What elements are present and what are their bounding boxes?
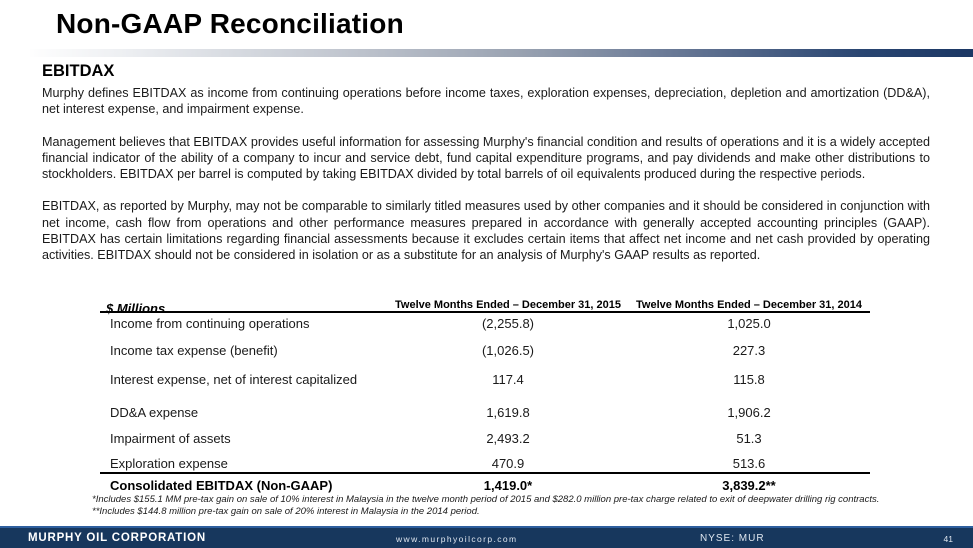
row-value-2014: 1,906.2 [727,405,771,420]
row-label: Income from continuing operations [110,316,310,331]
row-value-2014: 115.8 [733,372,765,387]
footer-bar [0,526,973,548]
footnote-1: *Includes $155.1 MM pre-tax gain on sale of 10% interest in Malaysia in the twelve month period of 2015 and $282.0 million pre-tax charge related to exit of deepwater drilling rig contracts. [92,494,880,505]
row-value-2014: 51.3 [736,431,762,446]
table-row [100,432,870,457]
footnotes [92,494,972,517]
row-value-2015: 470.9 [491,456,525,471]
units-label: $ Millions [106,301,166,316]
table-row [100,457,870,472]
table-header-row [100,281,870,316]
section-heading: EBITDAX [42,62,115,80]
row-label: Income tax expense (benefit) [110,343,278,358]
column-header-2014: Twelve Months Ended – December 31, 2014 [636,299,862,311]
table-row [100,344,870,373]
row-label: Exploration expense [110,456,228,471]
reconciliation-table [100,281,870,493]
paragraph-limitations: EBITDAX, as reported by Murphy, may not be comparable to similarly titled measures used by other companies and it should be considered in conjunction with net income, cash flow from operations and other performance measures prepared in accordance with generally accepted accounting principles (GAAP). EBITDAX has certain limitations regarding financial assessments because it excludes certain items that affect net income and net cash provided by operating activities. EBITDAX should not be considered in isolation or as a substitute for an analysis of Murphy's GAAP results as reported. [42,199,930,263]
column-header-2015: Twelve Months Ended – December 31, 2015 [395,299,621,311]
row-value-2014: 227.3 [732,343,766,358]
table-total-row [100,474,870,493]
row-value-2014: 1,025.0 [727,316,771,331]
row-value-2014: 513.6 [732,456,766,471]
paragraph-definition: Murphy defines EBITDAX as income from continuing operations before income taxes, exploration expenses, depreciation, depletion and amortization (DD&A), net interest expense, and impairment expense. [42,86,930,117]
slide-title: Non-GAAP Reconciliation [56,8,404,39]
row-label: Interest expense, net of interest capitalized [110,372,358,387]
table-row [100,373,870,406]
row-value-2015: 117.4 [492,372,524,387]
table-row [100,406,870,432]
row-value-2015: (2,255.8) [481,316,535,331]
footer-ticker: NYSE: MUR [700,533,765,544]
row-value-2015: 1,619.8 [486,405,530,420]
row-label: DD&A expense [110,405,199,420]
table-body [100,317,870,493]
total-value-2014: 3,839.2** [722,478,776,493]
body-content [42,62,930,264]
footnote-2: **Includes $144.8 million pre-tax gain on sale of 20% interest in Malaysia in the 2014 period. [92,505,480,517]
table-row [100,317,870,344]
paragraph-management-belief: Management believes that EBITDAX provides useful information for assessing Murphy's financial condition and results of operations and it is a widely accepted financial indicator of the ability of a company to incur and service debt, fund capital expenditure programs, and pay dividends and make other distributions to stockholders. EBITDAX per barrel is computed by taking EBITDAX divided by total barrels of oil equivalents produced during the respective periods. [42,134,930,182]
row-value-2015: 2,493.2 [486,431,530,446]
row-label: Impairment of assets [110,431,231,446]
footer-company-name: MURPHY OIL CORPORATION [28,532,206,544]
footer-website: www.murphyoilcorp.com [396,534,518,544]
row-value-2015: (1,026.5) [481,343,535,358]
footer-page-number: 41 [943,534,953,544]
total-value-2015: 1,419.0* [483,478,533,493]
total-label: Consolidated EBITDAX (Non-GAAP) [110,478,333,493]
title-divider-bar [30,49,973,57]
